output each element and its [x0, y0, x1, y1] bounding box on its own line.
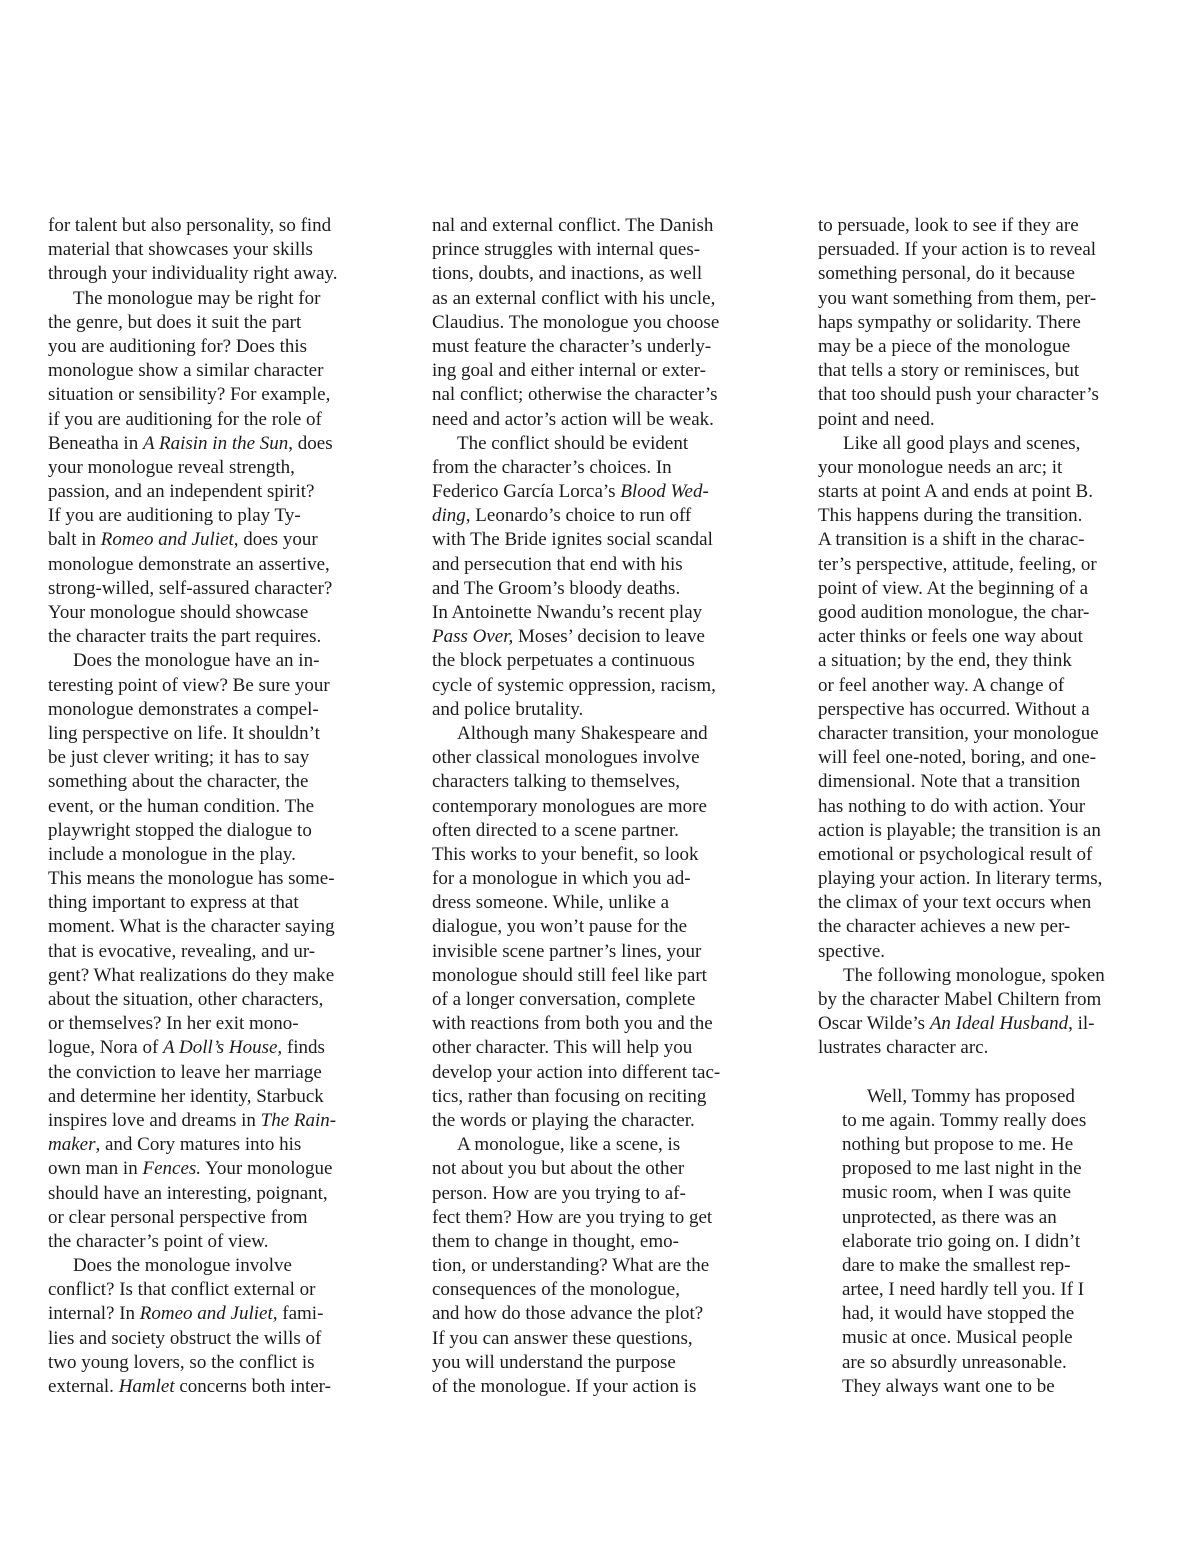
monologue-line: to me again. Tommy really does	[842, 1109, 1087, 1131]
text-line: for a monologue in which you ad-	[432, 868, 691, 890]
text-line: monologue show a similar character	[48, 360, 324, 382]
monologue-line: artee, I need hardly tell you. If I	[842, 1279, 1085, 1301]
text-line: that tells a story or reminisces, but	[818, 360, 1080, 382]
text-line: monologue demonstrates a compel-	[48, 698, 319, 720]
text-line: by the character Mabel Chiltern from	[818, 989, 1102, 1010]
text-line: conflict? Is that conflict external or	[48, 1279, 316, 1301]
text-line: and persecution that end with his	[432, 553, 683, 575]
text-line	[48, 1036, 388, 1060]
text-run: logue, Nora of	[48, 1037, 164, 1059]
monologue-line: elaborate trio going on. I didn’t	[842, 1230, 1081, 1252]
text-line: has nothing to do with action. Your	[818, 795, 1086, 817]
text-line: moment. What is the character saying	[48, 916, 335, 938]
text-line: Although many Shakespeare and	[457, 722, 708, 744]
text-line: the conviction to leave her marriage	[48, 1061, 322, 1083]
italic-title: Romeo and Juliet,	[139, 1303, 278, 1325]
text-line	[818, 1012, 1158, 1036]
text-line: that is evocative, revealing, and ur-	[48, 940, 316, 962]
text-line: from the character’s choices. In	[432, 456, 672, 478]
text-line	[48, 432, 388, 456]
text-line: include a monologue in the play.	[48, 843, 296, 865]
text-line: This happens during the transition.	[818, 505, 1083, 527]
monologue-line: had, it would have stopped the	[842, 1303, 1075, 1325]
text-line: In Antoinette Nwandu’s recent play	[432, 602, 703, 623]
text-line: you are auditioning for? Does this	[48, 335, 308, 357]
text-line: or feel another way. A change of	[818, 674, 1065, 696]
text-line: If you can answer these questions,	[432, 1327, 693, 1349]
text-line: will feel one-noted, boring, and one-	[818, 747, 1097, 769]
text-line: Like all good plays and scenes,	[843, 432, 1081, 454]
text-line: other character. This will help you	[432, 1037, 693, 1059]
text-line: develop your action into different tac-	[432, 1061, 721, 1083]
text-line: them to change in thought, emo-	[432, 1230, 679, 1252]
text-line: tics, rather than focusing on reciting	[432, 1085, 707, 1107]
text-run: , Leonardo’s choice to run off	[465, 505, 692, 527]
text-line: not about you but about the other	[432, 1158, 685, 1180]
text-column-middle	[432, 214, 772, 1399]
text-line: haps sympathy or solidarity. There	[818, 311, 1081, 333]
text-column-left	[48, 214, 388, 1399]
text-run: , and Cory matures into his	[95, 1134, 302, 1156]
monologue-line: unprotected, as there was an	[842, 1206, 1057, 1228]
text-line: as an external conflict with his uncle,	[432, 287, 716, 309]
text-line: A transition is a shift in the charac-	[818, 529, 1085, 551]
text-run: Federico García Lorca’s	[432, 481, 621, 503]
text-line	[432, 504, 772, 528]
text-line: or clear personal perspective from	[48, 1206, 308, 1228]
text-line	[48, 1133, 388, 1157]
text-line: passion, and an independent spirit?	[48, 481, 315, 503]
text-line: persuaded. If your action is to reveal	[818, 239, 1097, 261]
text-line: to persuade, look to see if they are	[818, 215, 1079, 236]
text-line: dimensional. Note that a transition	[818, 771, 1081, 793]
text-line: Claudius. The monologue you choose	[432, 311, 720, 333]
text-line: prince struggles with internal ques-	[432, 239, 701, 261]
text-line: ling perspective on life. It shouldn’t	[48, 722, 320, 744]
text-line: The conflict should be evident	[457, 432, 689, 454]
text-line: the block perpetuates a continuous	[432, 650, 695, 672]
text-line: monologue demonstrate an assertive,	[48, 553, 330, 575]
text-run: finds	[282, 1037, 325, 1059]
text-line: and determine her identity, Starbuck	[48, 1085, 324, 1107]
text-run: internal? In	[48, 1303, 140, 1325]
text-line: the climax of your text occurs when	[818, 892, 1092, 914]
text-line: point and need.	[818, 408, 935, 430]
text-line: tion, or understanding? What are the	[432, 1255, 710, 1277]
text-line: gent? What realizations do they make	[48, 964, 335, 986]
text-line: point of view. At the beginning of a	[818, 577, 1088, 599]
text-column-right	[818, 214, 1158, 1399]
text-line: lies and society obstruct the wills of	[48, 1327, 322, 1349]
text-run: , does	[288, 432, 333, 454]
text-line	[48, 1375, 388, 1399]
italic-title: Pass Over,	[432, 626, 514, 648]
monologue-line: proposed to me last night in the	[842, 1158, 1082, 1180]
text-line: fect them? How are you trying to get	[432, 1206, 713, 1228]
italic-title: maker	[48, 1134, 96, 1156]
text-line: the words or playing the character.	[432, 1109, 695, 1131]
text-line: lustrates character arc.	[818, 1037, 989, 1059]
text-line: and The Groom’s bloody deaths.	[432, 577, 681, 599]
text-line: dress someone. While, unlike a	[432, 892, 670, 914]
text-line: the character’s point of view.	[48, 1230, 269, 1252]
text-line: two young lovers, so the conflict is	[48, 1351, 315, 1373]
text-line: A monologue, like a scene, is	[457, 1134, 681, 1156]
text-line: the genre, but does it suit the part	[48, 311, 302, 333]
italic-title: Hamlet	[118, 1376, 175, 1397]
text-line: monologue should still feel like part	[432, 964, 707, 986]
text-line: event, or the human condition. The	[48, 795, 315, 817]
text-line: be just clever writing; it has to say	[48, 747, 310, 769]
text-run: fami-	[277, 1303, 324, 1325]
text-line: characters talking to themselves,	[432, 771, 680, 793]
text-line: often directed to a scene partner.	[432, 819, 679, 841]
italic-title: ding	[432, 505, 466, 527]
text-line: acter thinks or feels one way about	[818, 626, 1083, 648]
text-line: This means the monologue has some-	[48, 868, 335, 890]
text-line: must feature the character’s underly-	[432, 335, 712, 357]
monologue-line: Well, Tommy has proposed	[867, 1085, 1075, 1107]
text-line: the character achieves a new per-	[818, 916, 1071, 938]
text-line: strong-willed, self-assured character?	[48, 577, 333, 599]
text-line	[432, 625, 772, 649]
text-line: with The Bride ignites social scandal	[432, 529, 713, 551]
monologue-line: music room, when I was quite	[842, 1182, 1072, 1204]
text-line: something personal, do it because	[818, 263, 1075, 285]
text-run: Beneatha in	[48, 432, 143, 454]
text-line: thing important to express at that	[48, 892, 299, 914]
text-line: spective.	[818, 940, 886, 962]
text-line: about the situation, other characters,	[48, 989, 324, 1010]
text-line: playwright stopped the dialogue to	[48, 819, 312, 841]
italic-title: Romeo and Juliet	[100, 529, 234, 551]
monologue-line: music at once. Musical people	[842, 1327, 1073, 1349]
text-line: for talent but also personality, so find	[48, 215, 332, 236]
text-line: tions, doubts, and inactions, as well	[432, 263, 703, 285]
text-line: good audition monologue, the char-	[818, 602, 1090, 623]
text-line	[48, 1109, 388, 1133]
text-line: you will understand the purpose	[432, 1351, 676, 1373]
text-run: Your monologue	[201, 1158, 333, 1180]
text-line: with reactions from both you and the	[432, 1013, 713, 1035]
monologue-line: They always want one to be	[842, 1375, 1055, 1397]
text-run: , does your	[233, 529, 318, 551]
text-line: the character traits the part requires.	[48, 626, 322, 648]
text-line: material that showcases your skills	[48, 239, 313, 261]
text-line: ing goal and either internal or exter-	[432, 360, 706, 382]
text-line: through your individuality right away.	[48, 263, 338, 285]
italic-title: The Rain-	[260, 1109, 337, 1131]
text-run: balt in	[48, 529, 101, 551]
text-line: should have an interesting, poignant,	[48, 1182, 328, 1204]
text-line	[432, 480, 772, 504]
text-run: il-	[1072, 1013, 1095, 1035]
text-line: that too should push your character’s	[818, 384, 1099, 406]
monologue-line: nothing but propose to me. He	[842, 1133, 1074, 1155]
monologue-line: dare to make the smallest rep-	[842, 1254, 1071, 1276]
text-line: or themselves? In her exit mono-	[48, 1013, 299, 1035]
text-run: own man in	[48, 1158, 143, 1180]
italic-title: An Ideal Husband,	[929, 1013, 1073, 1035]
text-line: if you are auditioning for the role of	[48, 408, 322, 430]
text-line: invisible scene partner’s lines, your	[432, 940, 702, 962]
text-line: of the monologue. If your action is	[432, 1376, 697, 1397]
text-line: your monologue reveal strength,	[48, 456, 295, 478]
text-line: starts at point A and ends at point B.	[818, 481, 1093, 503]
text-line: nal and external conflict. The Danish	[432, 215, 714, 236]
text-line: ter’s perspective, attitude, feeling, or	[818, 553, 1097, 575]
text-run: concerns both inter-	[174, 1376, 331, 1397]
monologue-excerpt	[818, 1085, 1158, 1399]
text-line: The following monologue, spoken	[843, 964, 1105, 986]
text-line: and police brutality.	[432, 698, 584, 720]
text-line: Does the monologue have an in-	[73, 650, 320, 672]
monologue-line: are so absurdly unreasonable.	[842, 1351, 1067, 1373]
text-line	[48, 1157, 388, 1181]
text-line: may be a piece of the monologue	[818, 335, 1071, 357]
text-line: action is playable; the transition is an	[818, 819, 1101, 841]
text-line: This works to your benefit, so look	[432, 843, 699, 865]
text-run: Moses’ decision to leave	[513, 626, 705, 648]
text-line: your monologue needs an arc; it	[818, 456, 1063, 478]
text-line: dialogue, you won’t pause for the	[432, 916, 688, 938]
italic-title: A Doll’s House,	[163, 1037, 283, 1059]
text-line: Your monologue should showcase	[48, 602, 309, 623]
text-line: something about the character, the	[48, 771, 309, 793]
text-line: and how do those advance the plot?	[432, 1303, 704, 1325]
italic-title: Blood Wed-	[620, 481, 709, 503]
text-line: situation or sensibility? For example,	[48, 384, 331, 406]
text-line: contemporary monologues are more	[432, 795, 707, 817]
text-run: inspires love and dreams in	[48, 1109, 261, 1131]
text-line: need and actor’s action will be weak.	[432, 408, 714, 430]
italic-title: A Raisin in the Sun	[142, 432, 289, 454]
text-line	[48, 1302, 388, 1326]
text-line: person. How are you trying to af-	[432, 1182, 686, 1204]
text-line: of a longer conversation, complete	[432, 989, 696, 1010]
text-line: nal conflict; otherwise the character’s	[432, 384, 718, 406]
text-line: Does the monologue involve	[73, 1255, 292, 1277]
text-line: If you are auditioning to play Ty-	[48, 505, 301, 527]
text-run: Oscar Wilde’s	[818, 1013, 930, 1035]
text-line: character transition, your monologue	[818, 722, 1099, 744]
text-line: perspective has occurred. Without a	[818, 698, 1090, 720]
text-line: you want something from them, per-	[818, 287, 1097, 309]
text-line: other classical monologues involve	[432, 747, 700, 769]
italic-title: Fences.	[142, 1158, 202, 1180]
text-line: The monologue may be right for	[73, 287, 321, 309]
text-line: consequences of the monologue,	[432, 1279, 680, 1301]
text-run: external.	[48, 1376, 119, 1397]
text-line: teresting point of view? Be sure your	[48, 674, 330, 696]
text-line: cycle of systemic oppression, racism,	[432, 674, 716, 696]
text-line: emotional or psychological result of	[818, 843, 1093, 865]
text-line: a situation; by the end, they think	[818, 650, 1072, 672]
text-line: playing your action. In literary terms,	[818, 868, 1103, 890]
text-line	[48, 528, 388, 552]
